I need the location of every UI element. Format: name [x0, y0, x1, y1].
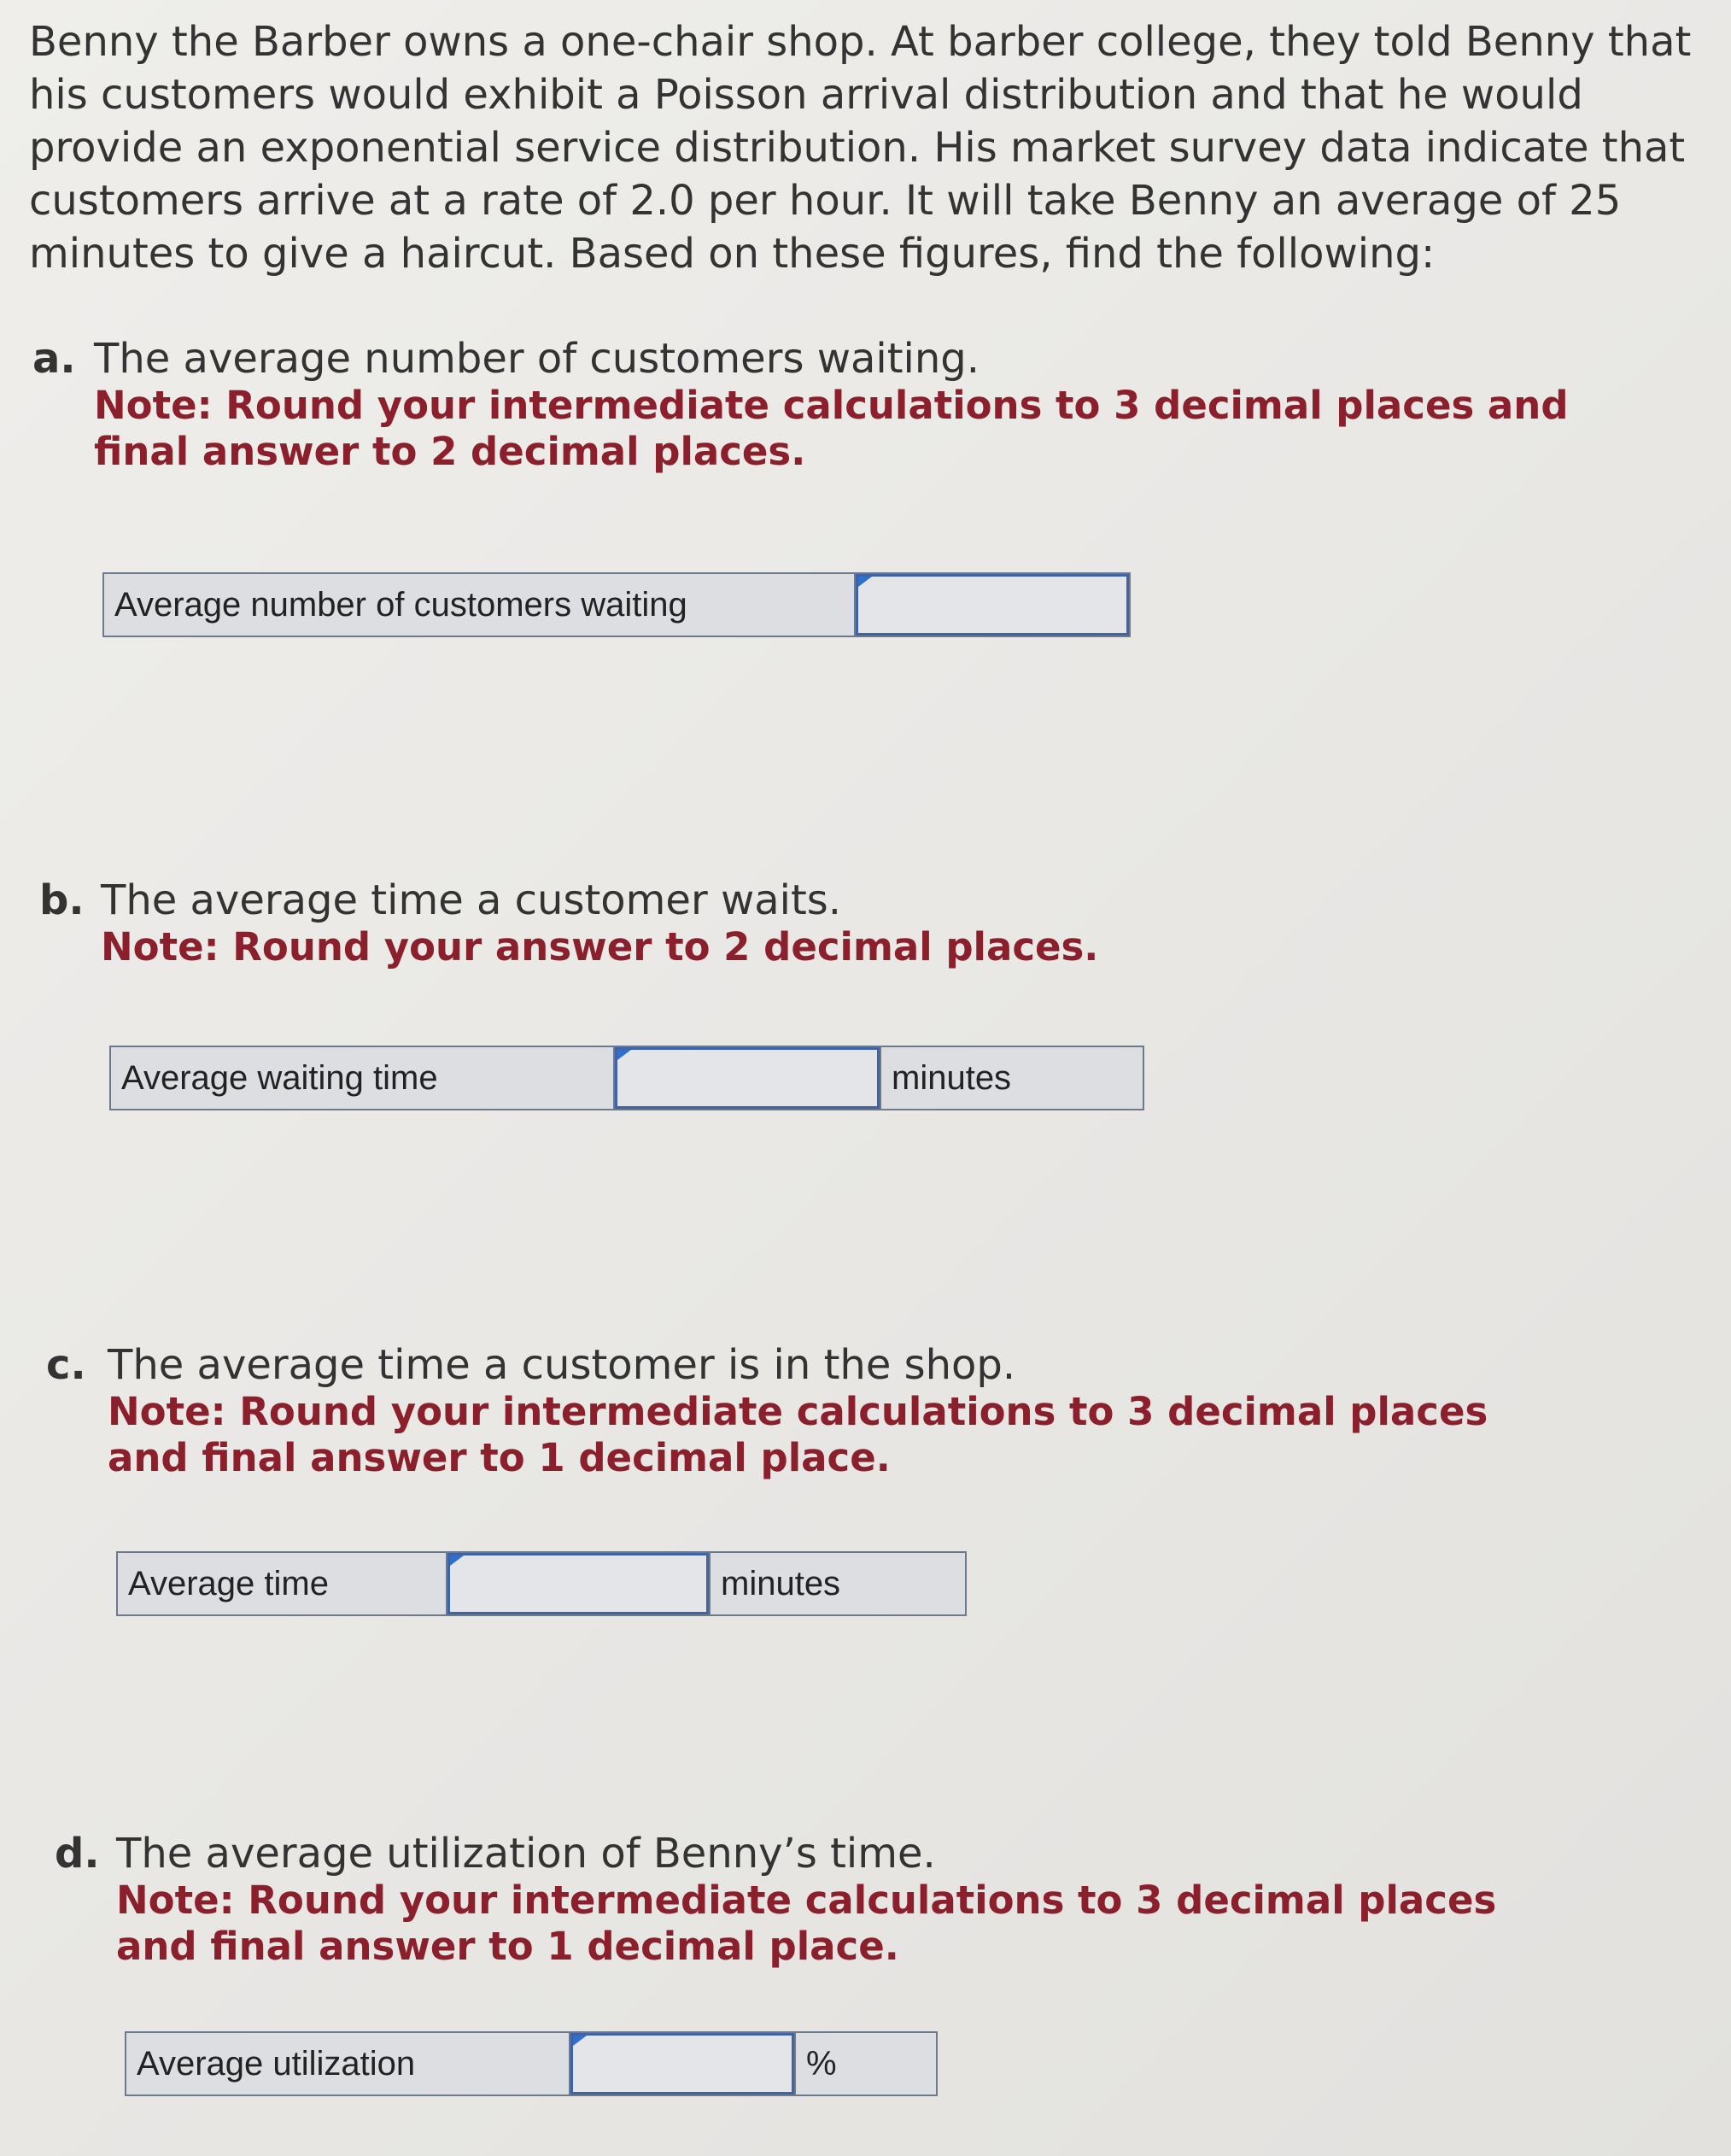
question-d: [55, 1830, 1660, 1970]
answer-row-d: [125, 2031, 938, 2096]
rounding-note: Note: Round your intermediate calculations to 3 decimal places and final answer to 2 decimal places.: [94, 383, 1569, 474]
question-text: The average time a customer waits.: [101, 876, 842, 924]
average-time-in-shop-input[interactable]: [447, 1553, 709, 1614]
rounding-note: Note: Round your intermediate calculations to 3 decimal places and final answer to 1 decimal place.: [108, 1389, 1488, 1480]
unit-label: minutes: [709, 1553, 965, 1614]
question-c: [46, 1341, 1652, 1481]
answer-label: Average time: [118, 1553, 447, 1614]
question-text: The average number of customers waiting.: [94, 335, 980, 383]
answer-label: Average number of customers waiting: [104, 574, 856, 636]
answer-row-b: [109, 1046, 1144, 1110]
question-b: [39, 876, 1645, 970]
unit-label: %: [794, 2033, 936, 2094]
rounding-note: Note: Round your answer to 2 decimal places.: [101, 924, 1099, 970]
question-text: The average utilization of Benny’s time.: [116, 1830, 936, 1878]
question-letter: d.: [55, 1830, 100, 1878]
answer-label: Average utilization: [126, 2033, 570, 2094]
question-letter: b.: [39, 876, 85, 924]
question-letter: a.: [32, 335, 76, 383]
average-utilization-input[interactable]: [570, 2033, 794, 2094]
answer-row-a: [102, 572, 1131, 637]
rounding-note: Note: Round your intermediate calculations to 3 decimal places and final answer to 1 decimal place.: [116, 1878, 1497, 1969]
unit-label: minutes: [880, 1047, 1143, 1109]
question-a: [32, 335, 1638, 475]
problem-statement: Benny the Barber owns a one-chair shop. At barber college, they told Benny that his customers would exhibit a Poisson arrival distribution and that he would provide an exponential service distribution. His market survey data indicate that customers arrive at a rate of 2.0 per hour. It will take Benny an average of 25 minutes to give a haircut. Based on these figures, find the following:: [29, 18, 1692, 278]
answer-label: Average waiting time: [111, 1047, 615, 1109]
average-customers-waiting-input[interactable]: [856, 574, 1129, 636]
question-text: The average time a customer is in the shop.: [108, 1341, 1016, 1389]
answer-row-c: [116, 1551, 967, 1616]
average-waiting-time-input[interactable]: [615, 1047, 880, 1109]
question-letter: c.: [46, 1341, 86, 1389]
